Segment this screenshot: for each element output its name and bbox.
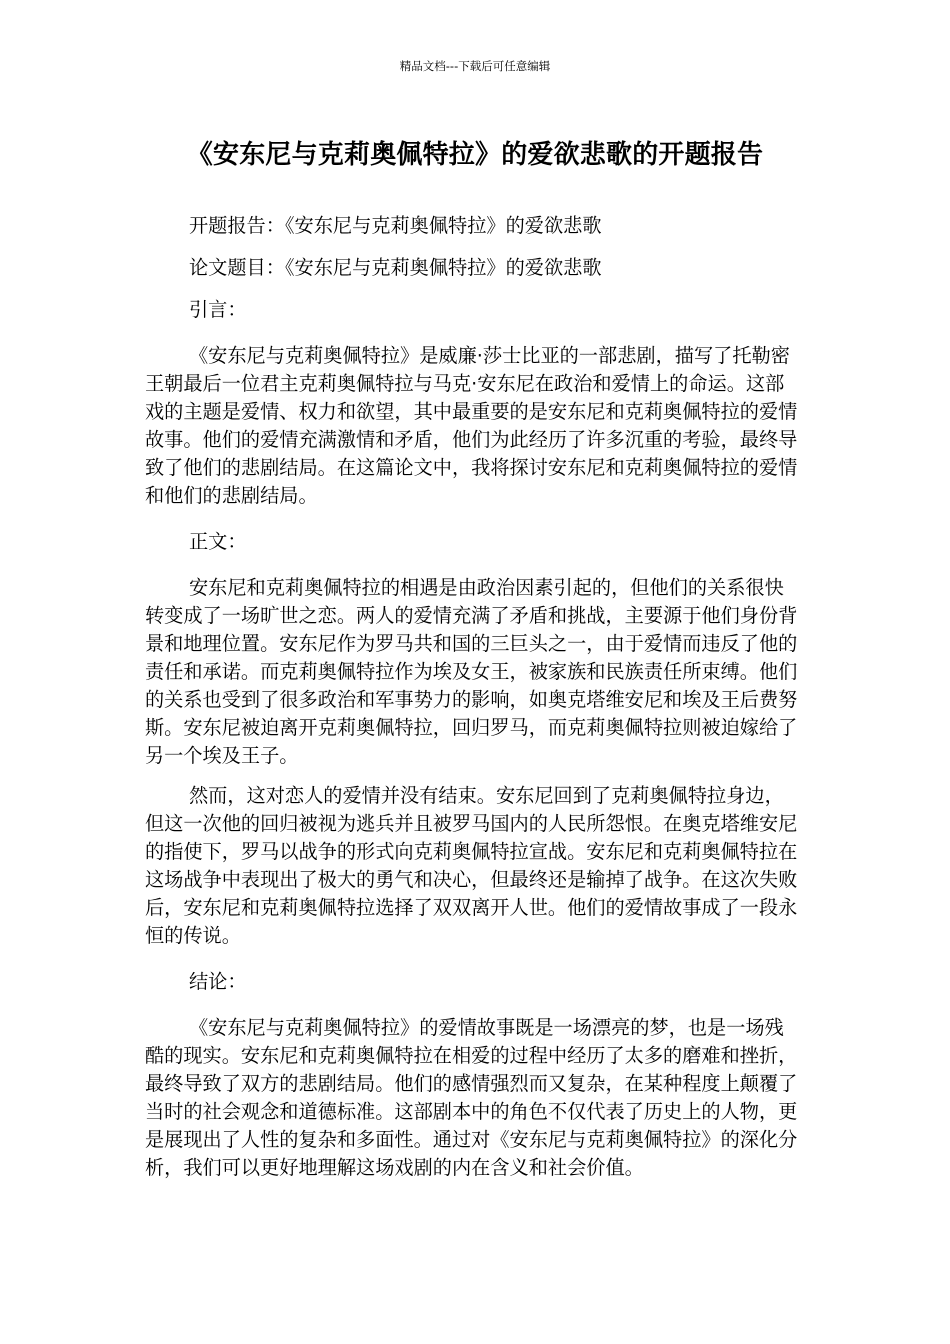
document-title: 《安东尼与克莉奥佩特拉》的爱欲悲歌的开题报告 xyxy=(186,140,764,170)
intro-label: 引言： xyxy=(189,298,247,321)
conclusion-label: 结论： xyxy=(189,970,247,993)
header-note: 精品文档---下载后可任意编辑 xyxy=(399,59,551,73)
body-label: 正文： xyxy=(189,530,247,553)
document-body xyxy=(145,212,801,1182)
body-paragraph-2: 然而，这对恋人的爱情并没有结束。安东尼回到了克莉奥佩特拉身边，但这一次他的回归被视为逃兵并且被罗马国内的人民所怨恨。在奥克塔维安尼的指使下，罗马以战争的形式向克莉奥佩特拉宣战。安东尼和克莉奥佩特拉在这场战争中表现出了极大的勇气和决心，但最终还是输掉了战争。在这次失败后，安东尼和克莉奥佩特拉选择了双双离开人世。他们的爱情故事成了一段永恒的传说。 xyxy=(145,784,798,947)
intro-paragraph: 《安东尼与克莉奥佩特拉》是威廉·莎士比亚的一部悲剧，描写了托勒密王朝最后一位君主克莉奥佩特拉与马克·安东尼在政治和爱情上的命运。这部戏的主题是爱情、权力和欲望，其中最重要的是安东尼和克莉奥佩特拉的爱情故事。他们的爱情充满激情和矛盾，他们为此经历了许多沉重的考验，最终导致了他们的悲剧结局。在这篇论文中，我将探讨安东尼和克莉奥佩特拉的爱情和他们的悲剧结局。 xyxy=(145,344,798,507)
body-paragraph-1: 安东尼和克莉奥佩特拉的相遇是由政治因素引起的，但他们的关系很快转变成了一场旷世之恋。两人的爱情充满了矛盾和挑战，主要源于他们身份背景和地理位置。安东尼作为罗马共和国的三巨头之一，由于爱情而违反了他的责任和承诺。而克莉奥佩特拉作为埃及女王，被家族和民族责任所束缚。他们的关系也受到了很多政治和军事势力的影响，如奥克塔维安尼和埃及王后费努斯。安东尼被迫离开克莉奥佩特拉，回归罗马，而克莉奥佩特拉则被迫嫁给了另一个埃及王子。 xyxy=(145,576,798,767)
thesis-line: 论文题目：《安东尼与克莉奥佩特拉》的爱欲悲歌 xyxy=(189,256,602,279)
conclusion-paragraph: 《安东尼与克莉奥佩特拉》的爱情故事既是一场漂亮的梦，也是一场残酷的现实。安东尼和克莉奥佩特拉在相爱的过程中经历了太多的磨难和挫折，最终导致了双方的悲剧结局。他们的感情强烈而又复杂，在某种程度上颠覆了当时的社会观念和道德标准。这部剧本中的角色不仅代表了历史上的人物，更是展现出了人性的复杂和多面性。通过对《安东尼与克莉奥佩特拉》的深化分析，我们可以更好地理解这场戏剧的内在含义和社会价值。 xyxy=(145,1016,798,1179)
report-line: 开题报告：《安东尼与克莉奥佩特拉》的爱欲悲歌 xyxy=(189,214,602,237)
